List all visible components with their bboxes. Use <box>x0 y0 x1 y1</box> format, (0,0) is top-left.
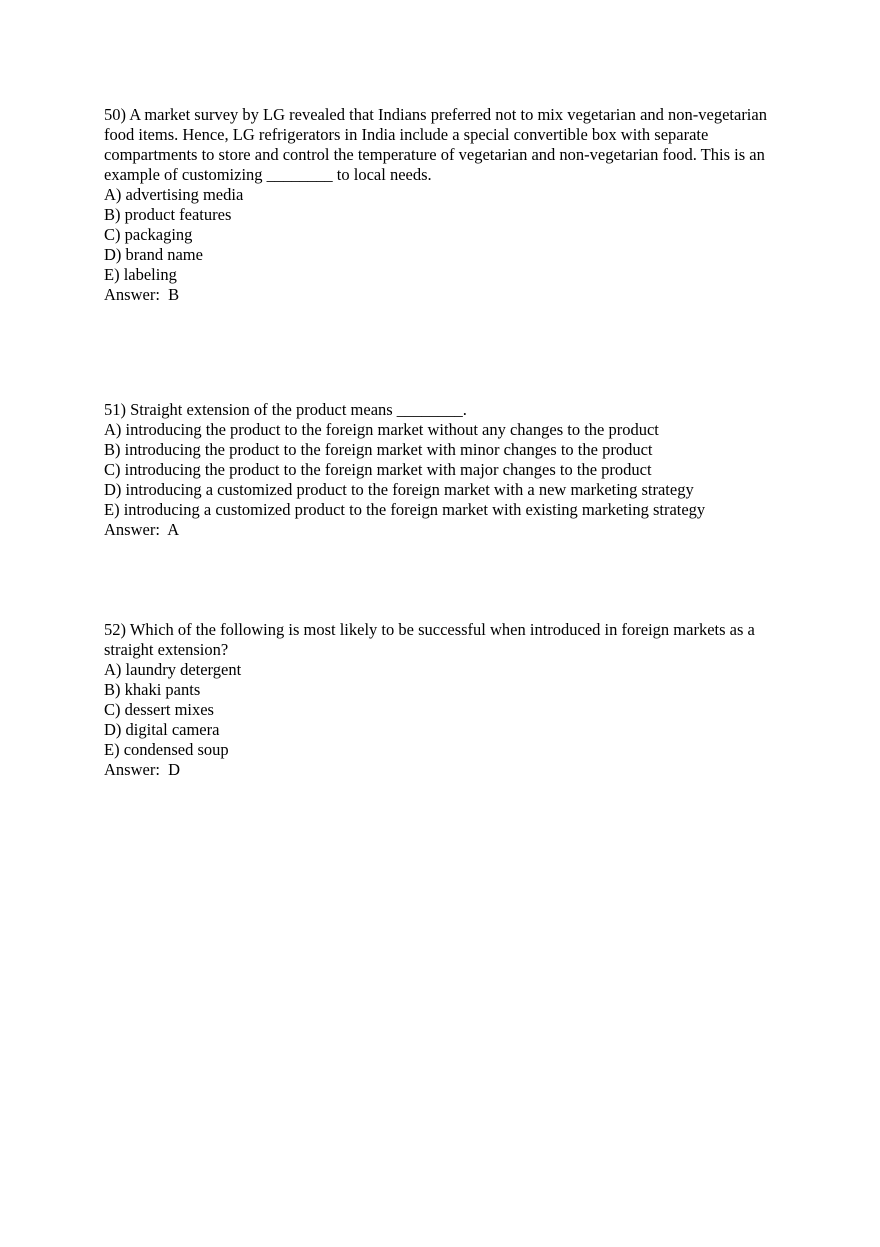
option-d: D) digital camera <box>104 720 220 739</box>
answer-options <box>104 420 794 520</box>
answer-key: Answer: B <box>104 285 180 304</box>
option-a: A) introducing the product to the foreign market without any changes to the product <box>104 420 659 439</box>
question-stem: 51) Straight extension of the product means ________. <box>104 400 467 419</box>
option-d: D) introducing a customized product to the foreign market with a new marketing strategy <box>104 480 694 499</box>
option-c: C) packaging <box>104 225 193 244</box>
answer-options <box>104 185 794 285</box>
answer-options <box>104 660 794 760</box>
option-b: B) introducing the product to the foreign market with minor changes to the product <box>104 440 653 459</box>
question-52 <box>104 620 794 780</box>
option-e: E) introducing a customized product to the foreign market with existing marketing strategy <box>104 500 706 519</box>
option-b: B) khaki pants <box>104 680 201 699</box>
option-c: C) introducing the product to the foreign market with major changes to the product <box>104 460 652 479</box>
option-a: A) laundry detergent <box>104 660 242 679</box>
answer-key: Answer: D <box>104 760 181 779</box>
option-e: E) condensed soup <box>104 740 229 759</box>
option-e: E) labeling <box>104 265 177 284</box>
question-50 <box>104 105 794 305</box>
question-stem: 50) A market survey by LG revealed that Indians preferred not to mix vegetarian and non-vegetarian food items. Hence, LG refrigerators in India include a special convertible box with separate compartments to store and control the temperature of vegetarian and non-vegetarian food. This is an example of customizing ________ to local needs. <box>104 105 767 184</box>
question-stem: 52) Which of the following is most likely to be successful when introduced in foreign markets as a straight extension? <box>104 620 755 659</box>
answer-key: Answer: A <box>104 520 180 539</box>
question-51 <box>104 400 794 540</box>
option-b: B) product features <box>104 205 232 224</box>
option-d: D) brand name <box>104 245 203 264</box>
option-c: C) dessert mixes <box>104 700 214 719</box>
option-a: A) advertising media <box>104 185 244 204</box>
